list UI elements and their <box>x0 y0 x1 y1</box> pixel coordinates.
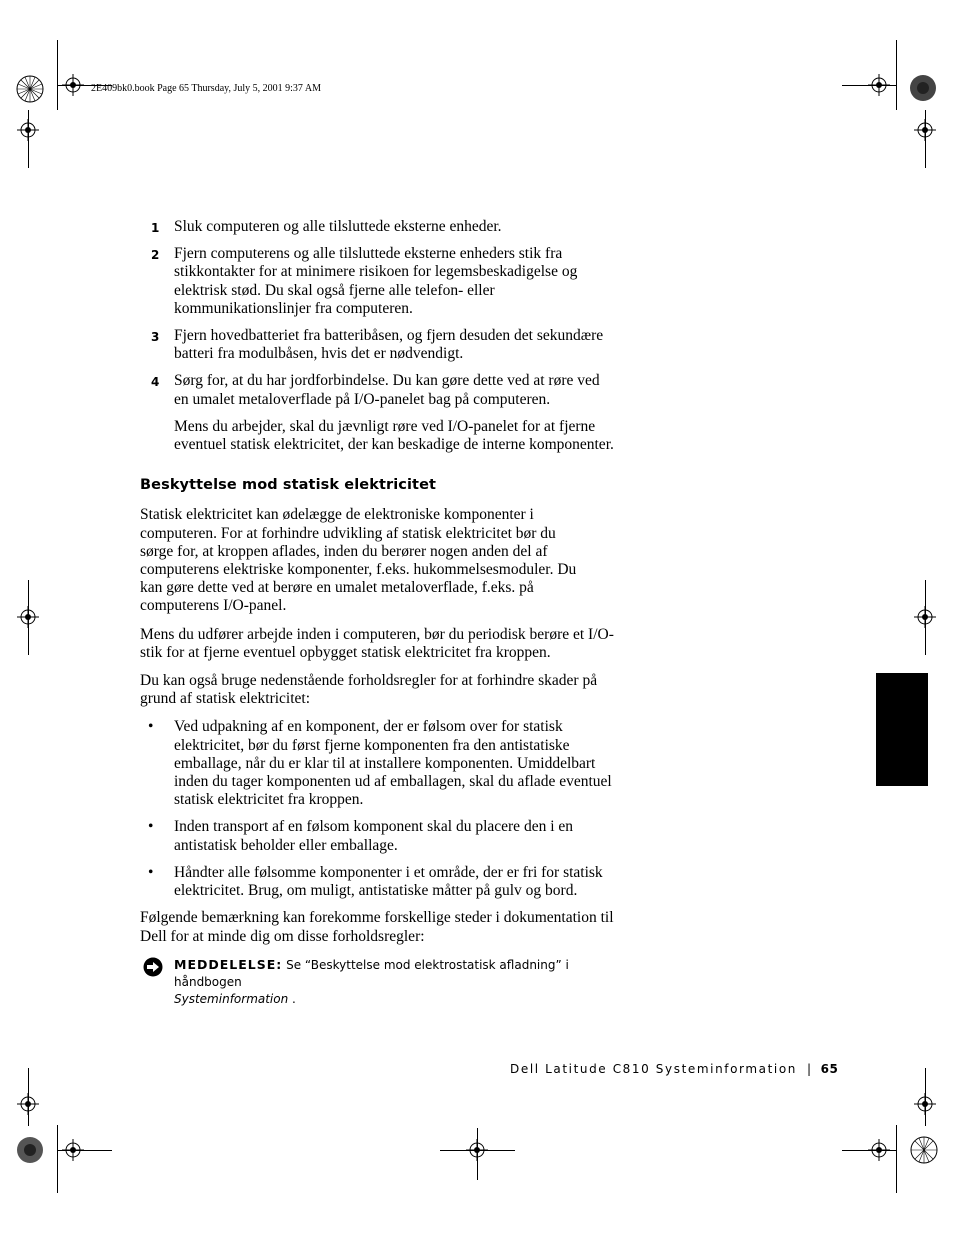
notice-end: . <box>292 991 296 1006</box>
bullet-icon: • <box>148 718 154 736</box>
main-content <box>140 218 640 1008</box>
crop-line <box>440 1150 515 1151</box>
step-number: 3 <box>151 330 160 345</box>
step-text: Sørg for, at du har jordforbindelse. Du kan gøre dette ved at røre ved en umalet metaloverflade på I/O-panelet bag på computeren. <box>174 372 600 408</box>
list-item-text: Håndter alle følsomme komponenter i et område, der er fri for statisk elektricitet. Brug, om muligt, antistatiske måtter på gulv og bord. <box>174 863 603 900</box>
list-item-text: Inden transport af en følsom komponent skal du placere den i en antistatisk beholder eller emballage. <box>174 818 574 854</box>
crop-line <box>842 1150 897 1151</box>
crop-line <box>925 1068 926 1126</box>
bullet-icon: • <box>148 818 154 836</box>
notice-italic-text: Systeminformation <box>174 991 289 1006</box>
crop-line <box>57 1150 112 1151</box>
step-item <box>140 372 640 408</box>
crop-line <box>925 580 926 655</box>
crop-line <box>842 85 897 86</box>
footer-title: Dell Latitude C810 Systeminformation <box>510 1062 798 1076</box>
page-number: 65 <box>820 1062 839 1076</box>
list-item-text: Ved udpakning af en komponent, der er følsom over for statisk elektricitet, bør du først fjerne komponenten fra den antistatiske emballage, når du er klar til at installere komponenten. Umiddelbart inden du tager komponenten ud af emballagen, skal du aflade eventuel statisk elektricitet fra kroppen. <box>174 718 612 809</box>
bullet-icon: • <box>148 863 154 881</box>
page-footer <box>510 1062 839 1076</box>
step-item <box>140 245 640 318</box>
step-item <box>140 327 640 363</box>
registration-mark-icon <box>15 74 45 104</box>
crop-line <box>896 1125 897 1193</box>
paragraph: Følgende bemærkning kan forekomme forskellige steder i dokumentation til Dell for at minde dig om disse forholdsregler: <box>140 909 614 945</box>
paragraph: Mens du udfører arbejde inden i computeren, bør du periodisk berøre et I/O-stik for at fjerne eventuel opbygget statisk elektricitet fra kroppen. <box>140 625 614 661</box>
crop-line <box>57 1125 58 1193</box>
step-number: 2 <box>151 248 160 263</box>
step-note: Mens du arbejder, skal du jævnligt røre ved I/O-panelet for at fjerne eventuel statisk elektricitet, der kan beskadige de interne komponenter. <box>174 417 614 454</box>
footer-separator: | <box>807 1062 813 1076</box>
registration-mark-icon <box>15 1135 45 1165</box>
crop-line <box>28 110 29 168</box>
notice-box <box>140 956 640 1008</box>
paragraph: Du kan også bruge nedenstående forholdsregler for at forhindre skader på grund af statisk elektricitet: <box>140 672 598 708</box>
step-text: Fjern hovedbatteriet fra batteribåsen, og fjern desuden det sekundære batteri fra modulbåsen, hvis det er nødvendigt. <box>174 327 604 363</box>
crop-line <box>57 40 58 110</box>
notice-label: MEDDELELSE: <box>174 956 283 972</box>
list-item <box>140 718 640 809</box>
crop-line <box>925 110 926 168</box>
step-text: Fjern computerens og alle tilsluttede eksterne enheders stik fra stikkontakter for at minimere risikoen for legemsbeskadigelse og elektrisk stød. Du skal også fjerne alle telefon- eller kommunikationslinjer fra computeren. <box>174 245 578 317</box>
notice-text: Se “Beskyttelse mod elektrostatisk afladning” i håndbogen <box>174 957 569 989</box>
list-item <box>140 818 640 854</box>
list-item <box>140 864 640 900</box>
file-info-header: 2E409bk0.book Page 65 Thursday, July 5, 2001 9:37 AM <box>91 83 321 94</box>
paragraph: Statisk elektricitet kan ødelægge de elektroniske komponenter i computeren. For at forhindre udvikling af statisk elektricitet bør du sørge for, at kroppen aflades, inden du berører nogen anden del af computerens elektriske komponenter, f.eks. hukommelsesmoduler. Du kan gøre dette ved at berøre en umalet metaloverflade, f.eks. på computerens I/O-panel. <box>140 506 577 615</box>
chapter-tab <box>876 673 928 786</box>
registration-mark-icon <box>909 1135 939 1165</box>
step-text: Sluk computeren og alle tilsluttede eksterne enheder. <box>174 218 502 235</box>
crop-line <box>896 40 897 110</box>
step-item <box>140 218 640 236</box>
crop-line <box>28 580 29 655</box>
registration-mark-icon <box>909 74 937 102</box>
step-number: 4 <box>151 375 160 390</box>
section-heading: Beskyttelse mod statisk elektricitet <box>140 477 437 494</box>
crop-line <box>477 1128 478 1180</box>
crop-line <box>28 1068 29 1126</box>
arrow-right-circle-icon <box>143 957 163 977</box>
step-number: 1 <box>151 221 160 235</box>
